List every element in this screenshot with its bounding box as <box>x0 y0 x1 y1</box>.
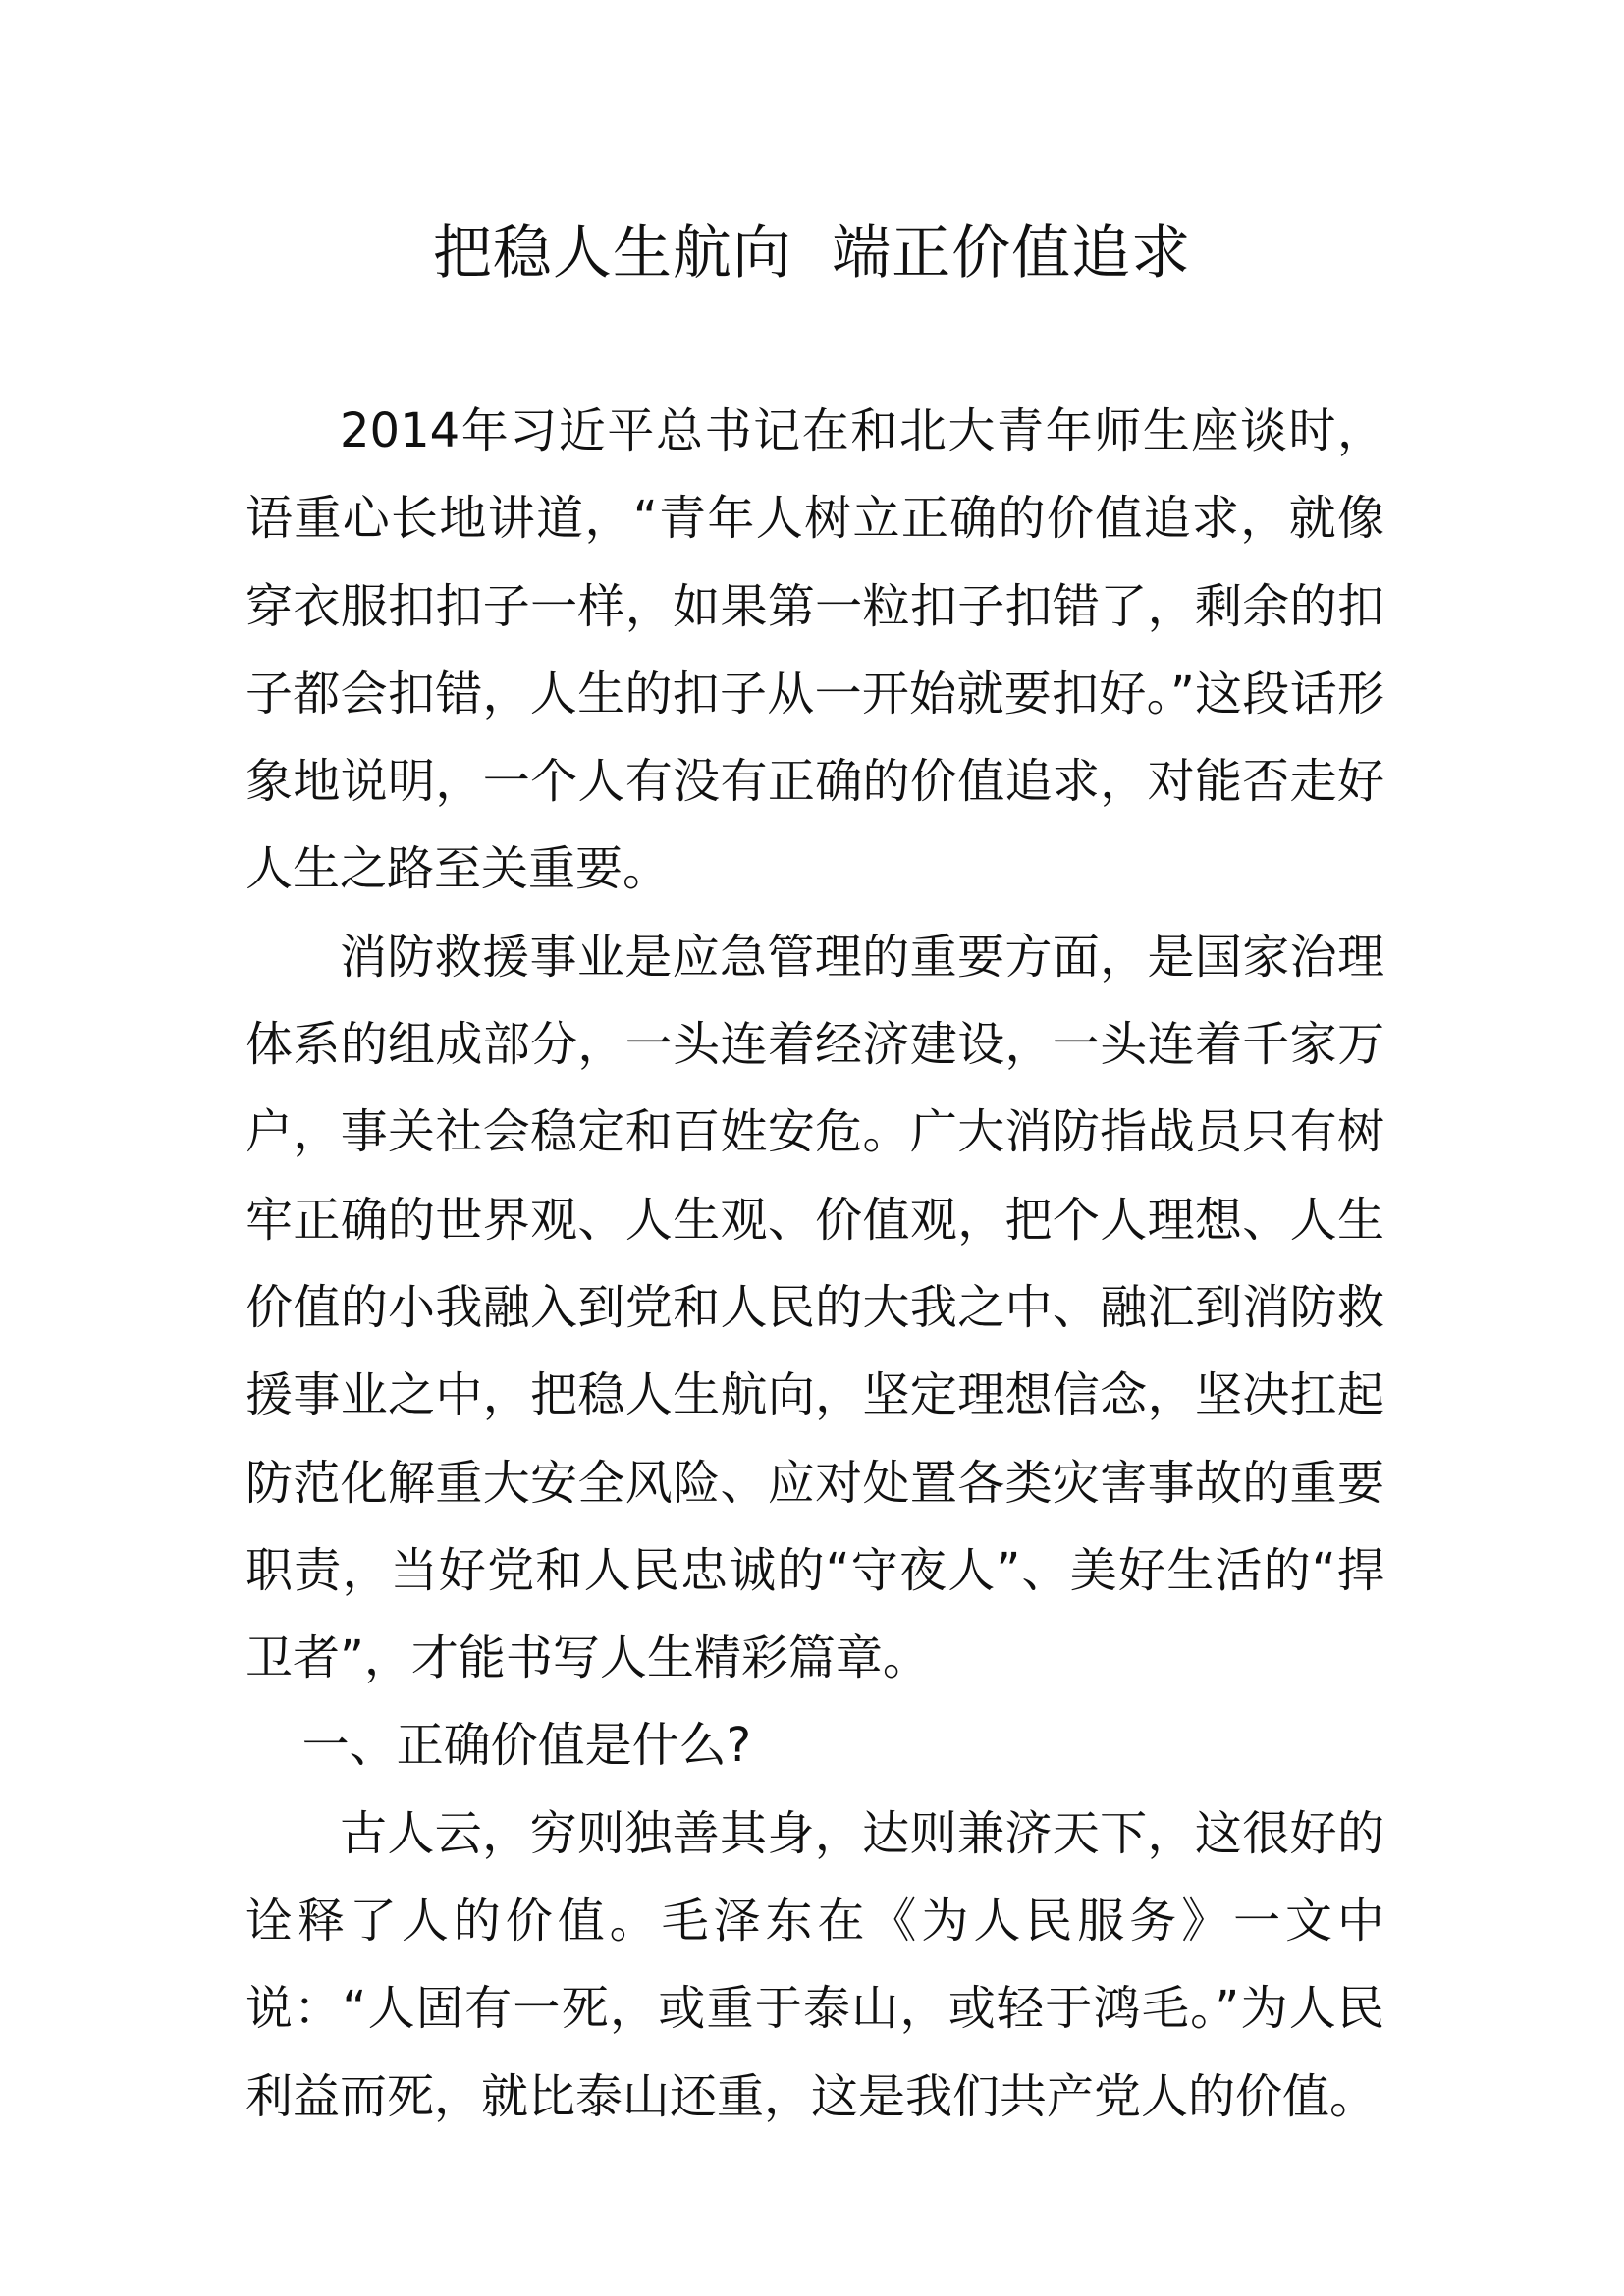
section-heading: 一、正确价值是什么? <box>301 1718 752 1774</box>
paragraph-fire-rescue: 消防救援事业是应急管理的重要方面，是国家治理体系的组成部分，一头连着经济建设，一头连着千家万户，事关社会稳定和百姓安危。广大消防指战员只有树牢正确的世界观、人生观、价值观，把个人理想、人生价值的小我融入到党和人民的大我之中、融汇到消防救援事业之中，把稳人生航向，坚定理想信念，坚决扛起防范化解重大安全风险、应对处置各类灾害事故的重要职责，当好党和人民忠诚的“守夜人”、美好生活的“捍卫者”，才能书写人生精彩篇章。 <box>245 929 1384 1686</box>
document-title: 把稳人生航向 端正价值追求 <box>432 219 1192 288</box>
document-body <box>245 388 1384 2141</box>
paragraph-section-one: 古人云，穷则独善其身，达则兼济天下，这很好的诠释了人的价值。毛泽东在《为人民服务》一文中说：“人固有一死，或重于泰山，或轻于鸿毛。”为人民利益而死，就比泰山还重，这是我们共产党人的价值。 <box>245 1805 1384 2124</box>
paragraph-intro: 2014年习近平总书记在和北大青年师生座谈时，语重心长地讲道，“青年人树立正确的价值追求，就像穿衣服扣扣子一样，如果第一粒扣子扣错了，剩余的扣子都会扣错，人生的扣子从一开始就要扣好。”这段话形象地说明，一个人有没有正确的价值追求，对能否走好人生之路至关重要。 <box>245 403 1384 897</box>
